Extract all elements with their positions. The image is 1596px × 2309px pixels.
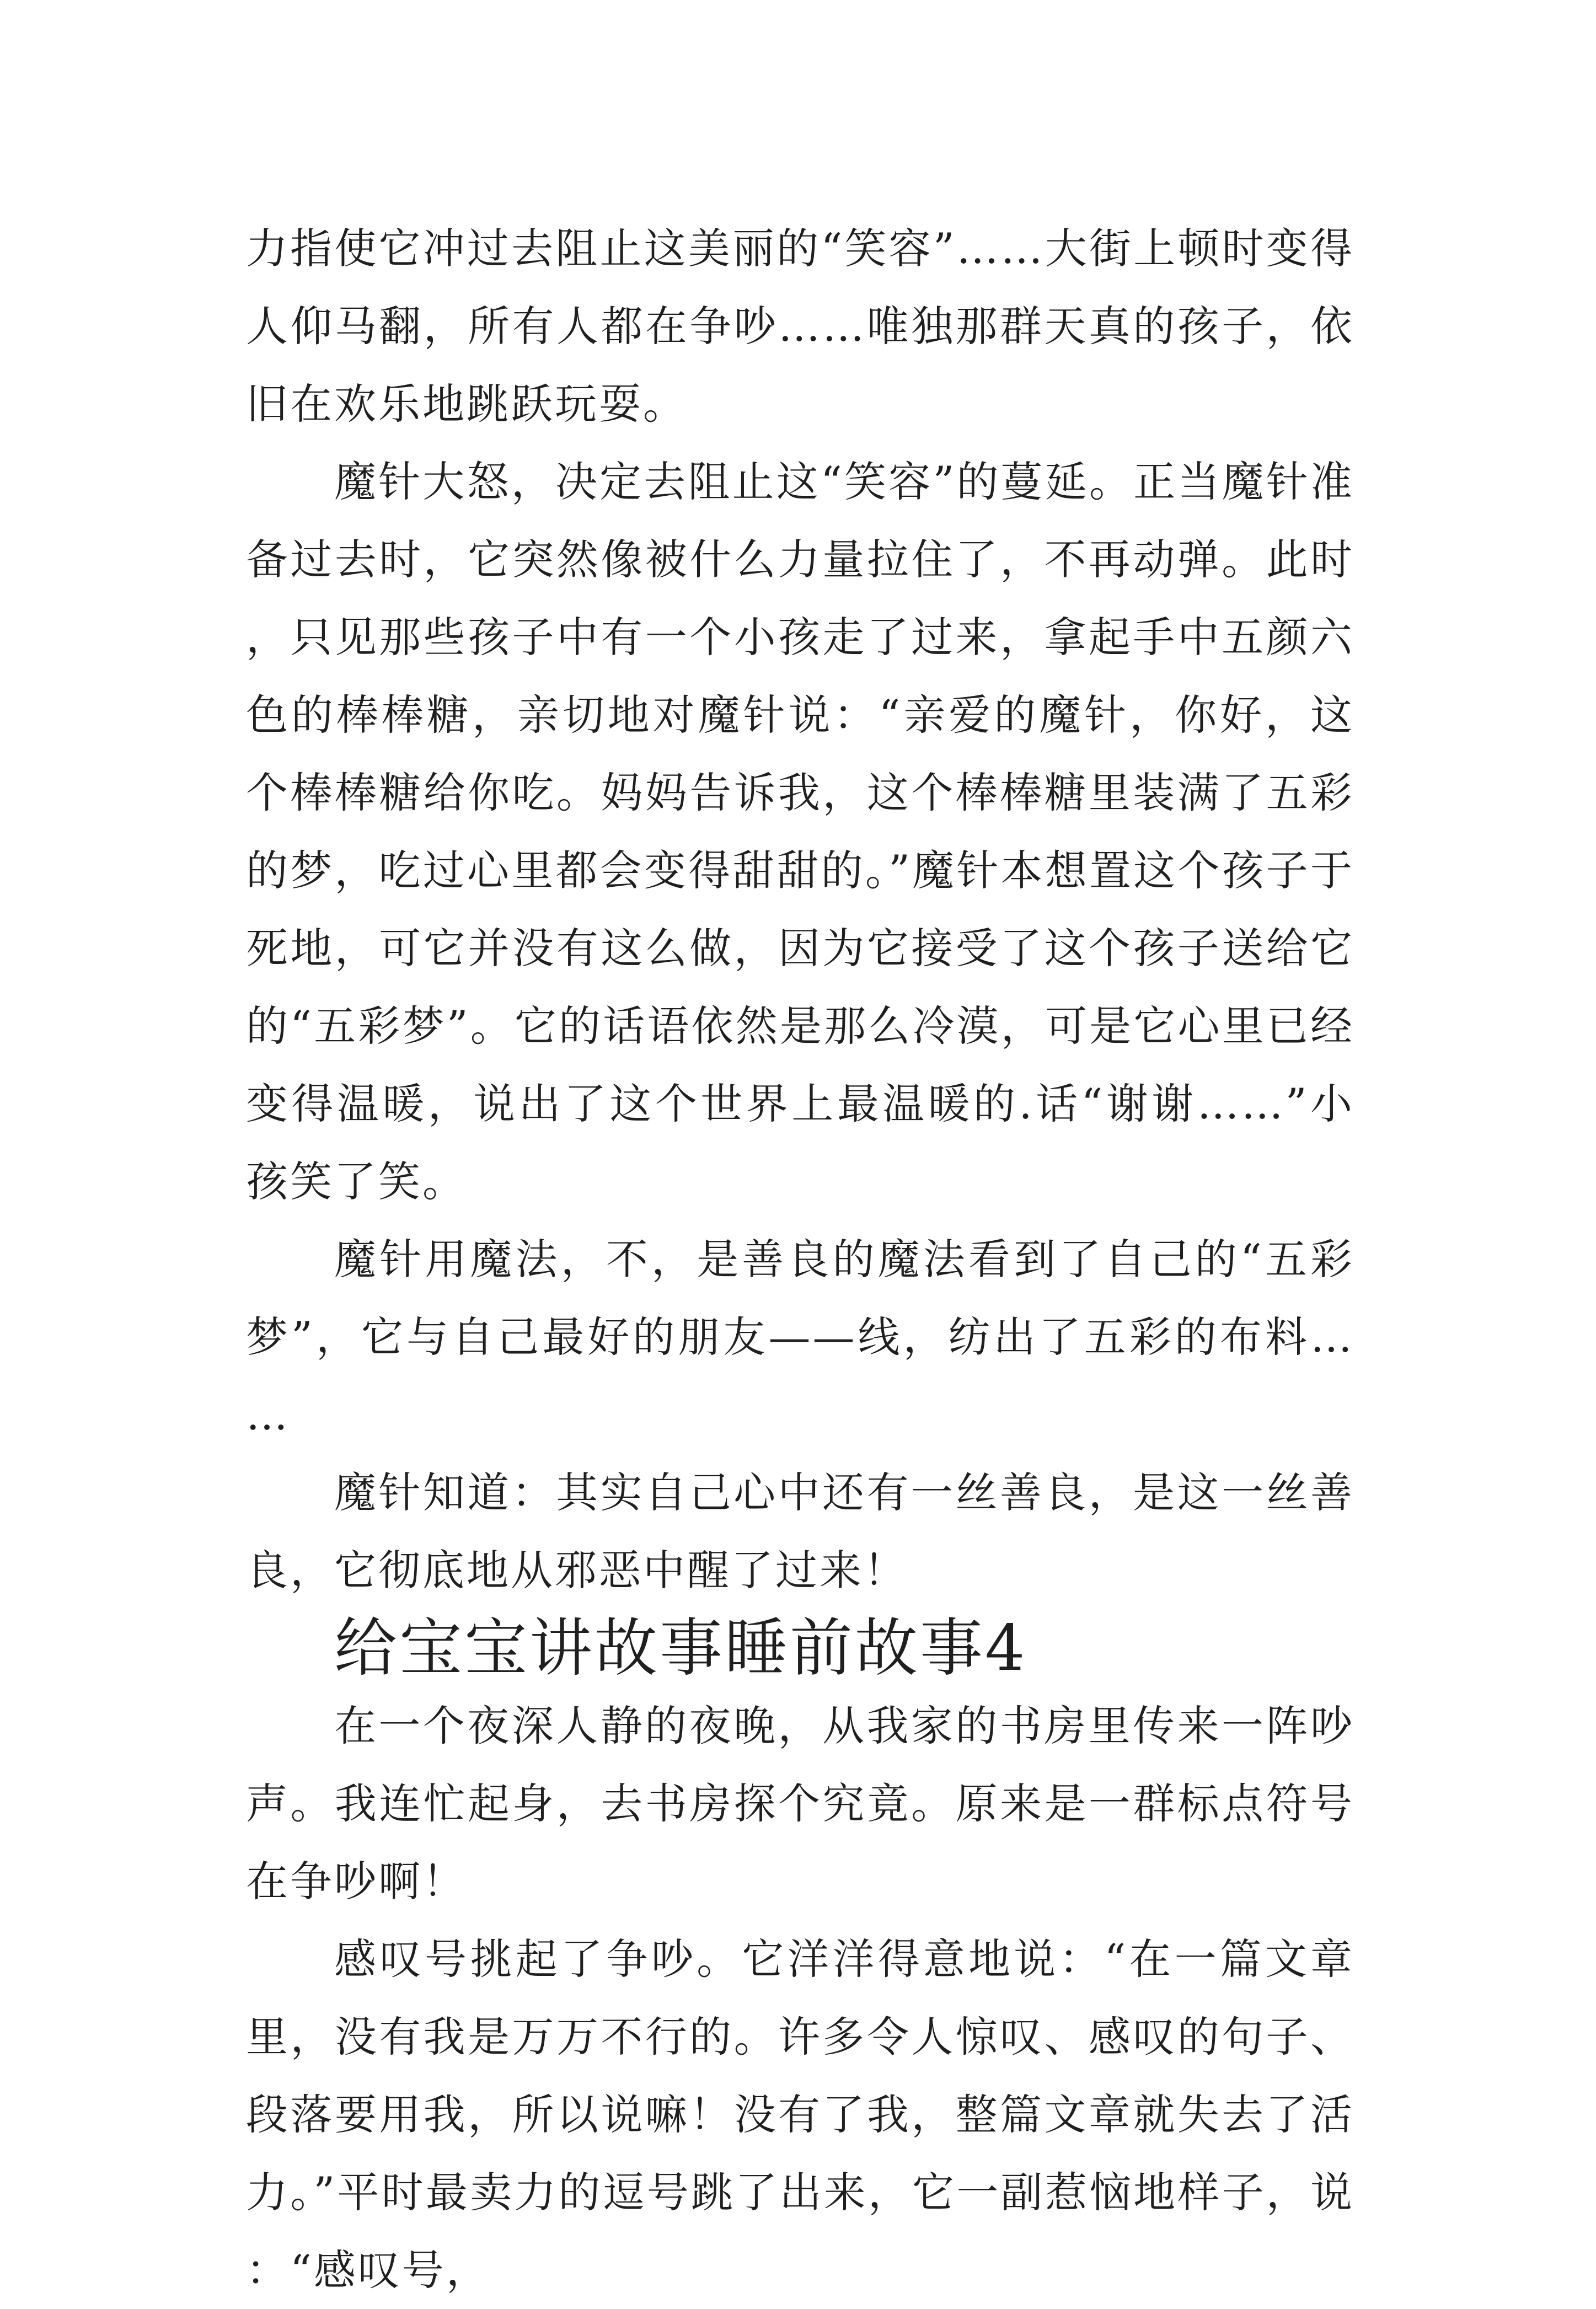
story-heading: 给宝宝讲故事睡前故事4 <box>334 1611 1027 1685</box>
paragraph-needle-kindness: 魔针知道：其实自己心中还有一丝善良，是这一丝善良，它彻底地从邪恶中醒了过来！ <box>246 1468 1354 1595</box>
paragraph-exclamation-mark: 感叹号挑起了争吵。它洋洋得意地说：“在一篇文章里，没有我是万万不行的。许多令人惊叹、感叹的句子、段落要用我，所以说嘛！没有了我，整篇文章就失去了活力。”平时最卖力的逗号跳了出来，它一副惹恼地样子，说：“感叹号， <box>246 1935 1354 2295</box>
paragraph-study-room: 在一个夜深人静的夜晚，从我家的书房里传来一阵吵声。我连忙起身，去书房探个究竟。原来是一群标点符号在争吵啊！ <box>246 1701 1354 1906</box>
document-body <box>246 210 1354 2309</box>
paragraph-magic-needle-angry: 魔针大怒，决定去阻止这“笑容”的蔓延。正当魔针准备过去时，它突然像被什么力量拉住了，不再动弹。此时，只见那些孩子中有一个小孩走了过来，拿起手中五颜六色的棒棒糖，亲切地对魔针说：“亲爱的魔针，你好，这个棒棒糖给你吃。妈妈告诉我，这个棒棒糖里装满了五彩的梦，吃过心里都会变得甜甜的。”魔针本想置这个孩子于死地，可它并没有这么做，因为它接受了这个孩子送给它的“五彩梦”。它的话语依然是那么冷漠，可是它心里已经变得温暖，说出了这个世界上最温暖的.话“谢谢……”小孩笑了笑。 <box>246 457 1354 1206</box>
paragraph-continuation: 力指使它冲过去阻止这美丽的“笑容”……大街上顿时变得人仰马翻，所有人都在争吵……唯独那群天真的孩子，依旧在欢乐地跳跃玩耍。 <box>246 224 1354 428</box>
paragraph-five-color-dream: 魔针用魔法，不，是善良的魔法看到了自己的“五彩梦”，它与自己最好的朋友——线，纺出了五彩的布料…… <box>246 1235 1354 1439</box>
